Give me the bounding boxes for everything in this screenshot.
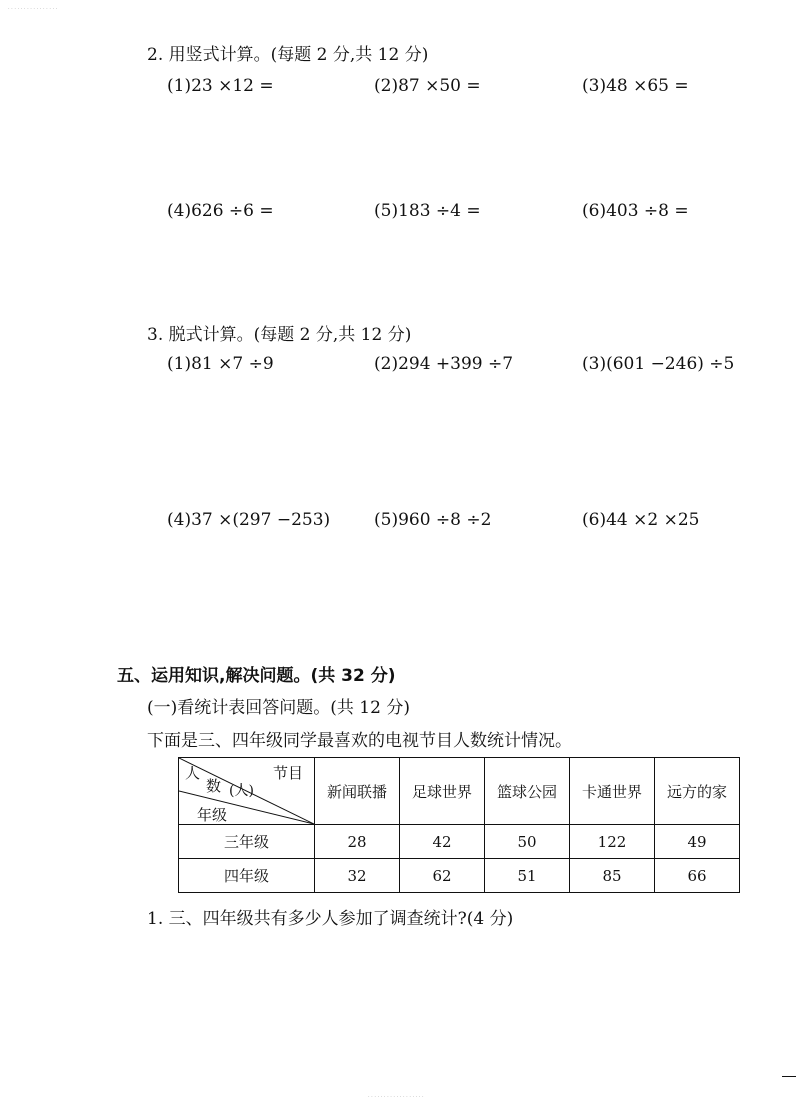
table-cell: 49 xyxy=(655,825,740,859)
section-5-subtitle: (一)看统计表回答问题。(共 12 分) xyxy=(147,698,410,718)
header-cell: 卡通世界 xyxy=(570,758,655,825)
footer-watermark: · · · · · · · · · · · · · · · · · · xyxy=(368,1094,424,1100)
row-label: 四年级 xyxy=(179,859,315,893)
table-cell: 122 xyxy=(570,825,655,859)
table-corner-cell xyxy=(179,758,315,825)
row-label: 三年级 xyxy=(179,825,315,859)
s2-item-5: (5)183 ÷4 = xyxy=(374,201,481,221)
statistics-table xyxy=(178,757,740,893)
s2-item-3: (3)48 ×65 = xyxy=(582,76,689,96)
section-3-title: 3. 脱式计算。(每题 2 分,共 12 分) xyxy=(147,325,412,345)
question-1: 1. 三、四年级共有多少人参加了调查统计?(4 分) xyxy=(147,909,514,929)
s2-item-6: (6)403 ÷8 = xyxy=(582,201,689,221)
corner-shu: 数 xyxy=(206,777,222,795)
table-cell: 50 xyxy=(485,825,570,859)
table-cell: 62 xyxy=(400,859,485,893)
s3-item-2: (2)294 +399 ÷7 xyxy=(374,354,514,374)
header-cell: 远方的家 xyxy=(655,758,740,825)
corner-program: 节目 xyxy=(273,764,304,782)
s3-item-6: (6)44 ×2 ×25 xyxy=(582,510,700,530)
table-cell: 51 xyxy=(485,859,570,893)
corner-grade: 年级 xyxy=(197,806,228,824)
header-cell: 篮球公园 xyxy=(485,758,570,825)
table-cell: 42 xyxy=(400,825,485,859)
corner-unit: (人) xyxy=(229,783,254,799)
s3-item-4: (4)37 ×(297 −253) xyxy=(167,510,331,530)
table-cell: 66 xyxy=(655,859,740,893)
s3-item-1: (1)81 ×7 ÷9 xyxy=(167,354,274,374)
s3-item-3: (3)(601 −246) ÷5 xyxy=(582,354,735,374)
table-cell: 28 xyxy=(315,825,400,859)
s2-item-1: (1)23 ×12 = xyxy=(167,76,274,96)
table-row xyxy=(179,859,740,893)
s2-item-2: (2)87 ×50 = xyxy=(374,76,481,96)
table-header-row xyxy=(179,758,740,825)
header-cell: 新闻联播 xyxy=(315,758,400,825)
corner-ren: 人 xyxy=(185,764,201,782)
table-row xyxy=(179,825,740,859)
table-cell: 32 xyxy=(315,859,400,893)
header-watermark: · · · · · · · · · · · · · · · · xyxy=(8,6,58,12)
section-5-title: 五、运用知识,解决问题。(共 32 分) xyxy=(117,666,396,686)
table-cell: 85 xyxy=(570,859,655,893)
section-2-title: 2. 用竖式计算。(每题 2 分,共 12 分) xyxy=(147,45,429,65)
header-cell: 足球世界 xyxy=(400,758,485,825)
s2-item-4: (4)626 ÷6 = xyxy=(167,201,274,221)
s3-item-5: (5)960 ÷8 ÷2 xyxy=(374,510,492,530)
section-5-intro: 下面是三、四年级同学最喜欢的电视节目人数统计情况。 xyxy=(147,731,572,751)
page-edge-mark xyxy=(782,1076,796,1077)
